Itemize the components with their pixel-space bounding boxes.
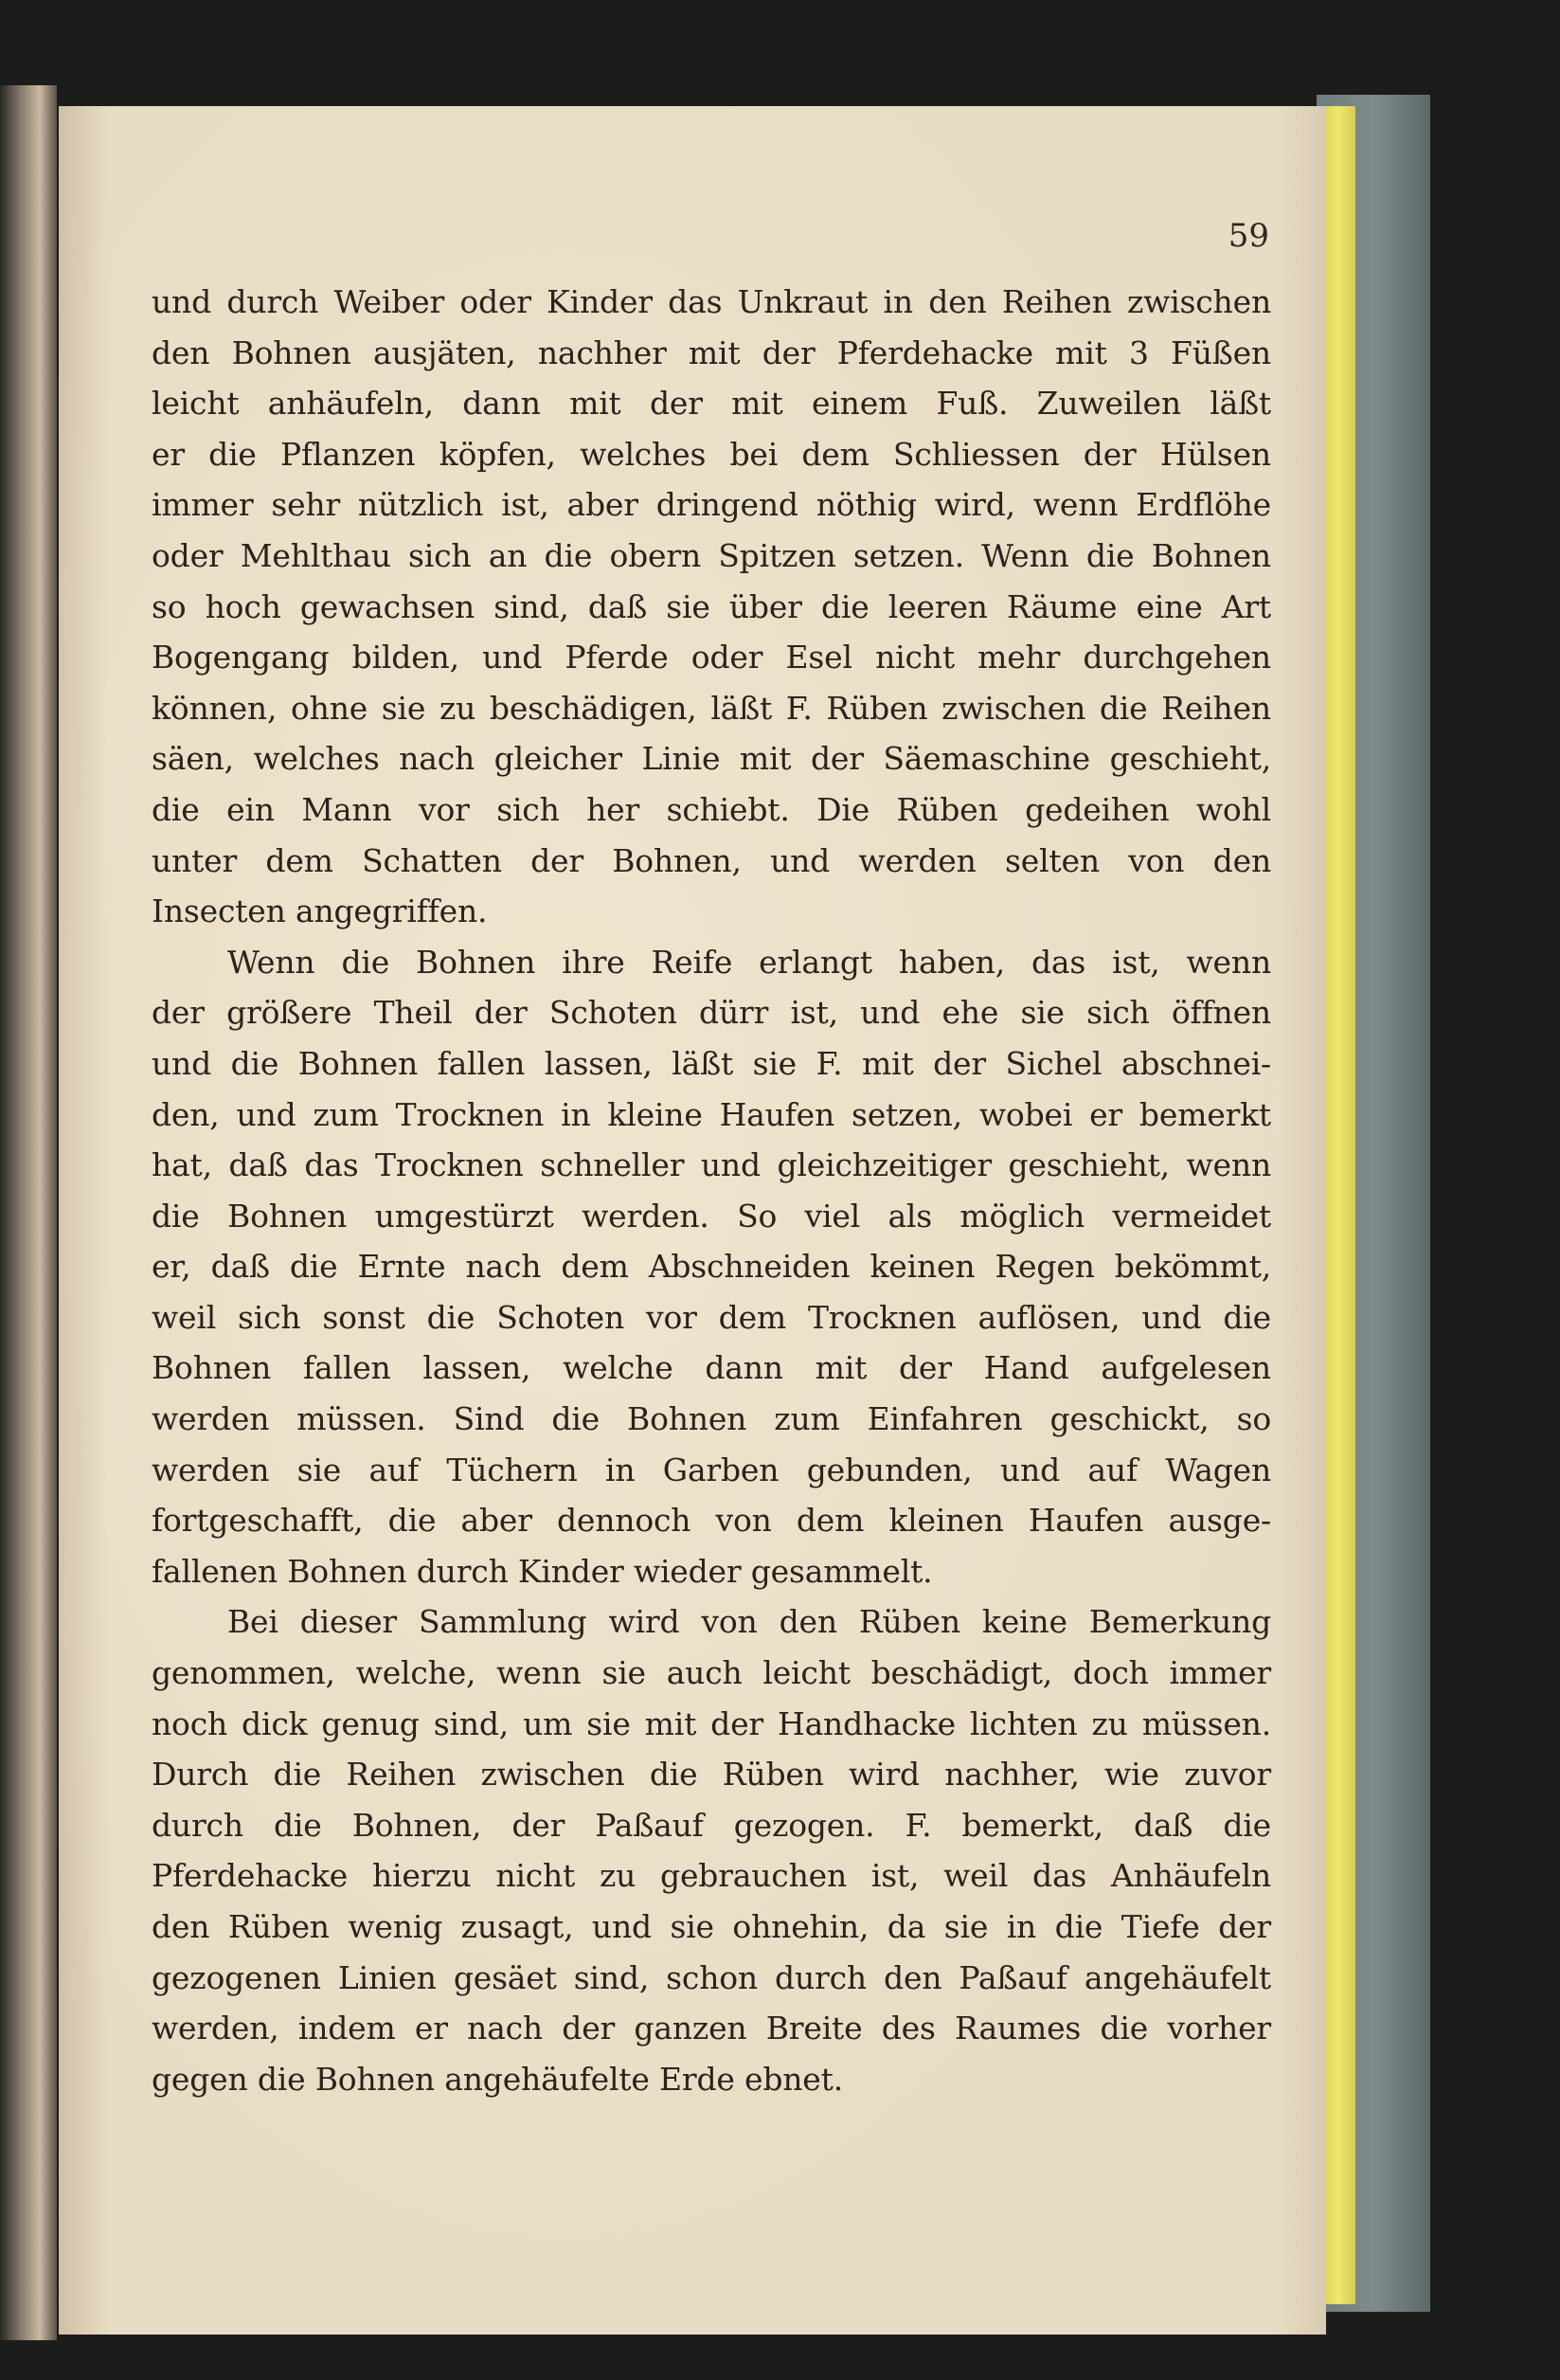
paragraph-start-line: Bei dieser Sammlung wird von den Rüben keine Bemerkung bbox=[227, 1603, 1271, 1641]
text-line: immer sehr nützlich ist, aber dringend nöthig wird, wenn Erdflöhe bbox=[152, 486, 1271, 524]
paragraph-start-line: Wenn die Bohnen ihre Reife erlangt haben, das ist, wenn bbox=[227, 943, 1271, 981]
text-line: werden, indem er nach der ganzen Breite des Raumes die vorher bbox=[152, 2010, 1271, 2047]
text-line: genommen, welche, wenn sie auch leicht beschädigt, doch immer bbox=[152, 1654, 1271, 1692]
text-line: Pferdehacke hierzu nicht zu gebrauchen ist, weil das Anhäufeln bbox=[152, 1857, 1271, 1895]
text-line: fortgeschafft, die aber dennoch von dem kleinen Haufen ausge- bbox=[152, 1502, 1271, 1540]
text-line: leicht anhäufeln, dann mit der mit einem Fuß. Zuweilen läßt bbox=[152, 385, 1271, 423]
text-line: die Bohnen umgestürzt werden. So viel als möglich vermeidet bbox=[152, 1197, 1271, 1235]
text-line: er, daß die Ernte nach dem Abschneiden keinen Regen bekömmt, bbox=[152, 1248, 1271, 1286]
text-line: so hoch gewachsen sind, daß sie über die leeren Räume eine Art bbox=[152, 587, 1271, 625]
book-page bbox=[59, 106, 1326, 2335]
page-number: 59 bbox=[1228, 217, 1269, 255]
text-line: und die Bohnen fallen lassen, läßt sie F. mit der Sichel abschnei- bbox=[152, 1044, 1271, 1082]
paragraph-end-line: gegen die Bohnen angehäufelte Erde ebnet. bbox=[152, 2060, 843, 2098]
text-line: die ein Mann vor sich her schiebt. Die Rüben gedeihen wohl bbox=[152, 790, 1271, 828]
text-line: er die Pflanzen köpfen, welches bei dem Schliessen der Hülsen bbox=[152, 435, 1271, 473]
text-line: gezogenen Linien gesäet sind, schon durch den Paßauf angehäufelt bbox=[152, 1958, 1271, 1996]
text-line: den Rüben wenig zusagt, und sie ohnehin, da sie in die Tiefe der bbox=[152, 1908, 1271, 1945]
text-line: der größere Theil der Schoten dürr ist, und ehe sie sich öffnen bbox=[152, 994, 1271, 1032]
paragraph-end-line: fallenen Bohnen durch Kinder wieder gesammelt. bbox=[152, 1552, 933, 1590]
text-line: werden müssen. Sind die Bohnen zum Einfahren geschickt, so bbox=[152, 1400, 1271, 1438]
text-line: durch die Bohnen, der Paßauf gezogen. F. bemerkt, daß die bbox=[152, 1806, 1271, 1844]
text-line: Bohnen fallen lassen, welche dann mit der Hand aufgelesen bbox=[152, 1349, 1271, 1387]
text-line: weil sich sonst die Schoten vor dem Trocknen auflösen, und die bbox=[152, 1298, 1271, 1336]
text-line: oder Mehlthau sich an die obern Spitzen setzen. Wenn die Bohnen bbox=[152, 536, 1271, 574]
left-page-edge bbox=[0, 85, 57, 2340]
text-line: noch dick genug sind, um sie mit der Handhacke lichten zu müssen. bbox=[152, 1704, 1271, 1742]
text-line: den Bohnen ausjäten, nachher mit der Pferdehacke mit 3 Füßen bbox=[152, 334, 1271, 371]
text-line: Durch die Reihen zwischen die Rüben wird nachher, wie zuvor bbox=[152, 1756, 1271, 1794]
text-line: den, und zum Trocknen in kleine Haufen setzen, wobei er bemerkt bbox=[152, 1095, 1271, 1133]
body-text bbox=[152, 277, 1271, 2104]
text-line: Bogengang bilden, und Pferde oder Esel nicht mehr durchgehen bbox=[152, 639, 1271, 676]
text-line: und durch Weiber oder Kinder das Unkraut in den Reihen zwischen bbox=[152, 283, 1271, 320]
text-line: hat, daß das Trocknen schneller und gleichzeitiger geschieht, wenn bbox=[152, 1146, 1271, 1184]
text-line: säen, welches nach gleicher Linie mit der Säemaschine geschieht, bbox=[152, 740, 1271, 778]
paragraph-end-line: Insecten angegriffen. bbox=[152, 892, 488, 930]
page-block-edge bbox=[1321, 106, 1355, 2304]
text-line: unter dem Schatten der Bohnen, und werden selten von den bbox=[152, 841, 1271, 879]
text-line: können, ohne sie zu beschädigen, läßt F. Rüben zwischen die Reihen bbox=[152, 689, 1271, 727]
text-line: werden sie auf Tüchern in Garben gebunden, und auf Wagen bbox=[152, 1451, 1271, 1488]
